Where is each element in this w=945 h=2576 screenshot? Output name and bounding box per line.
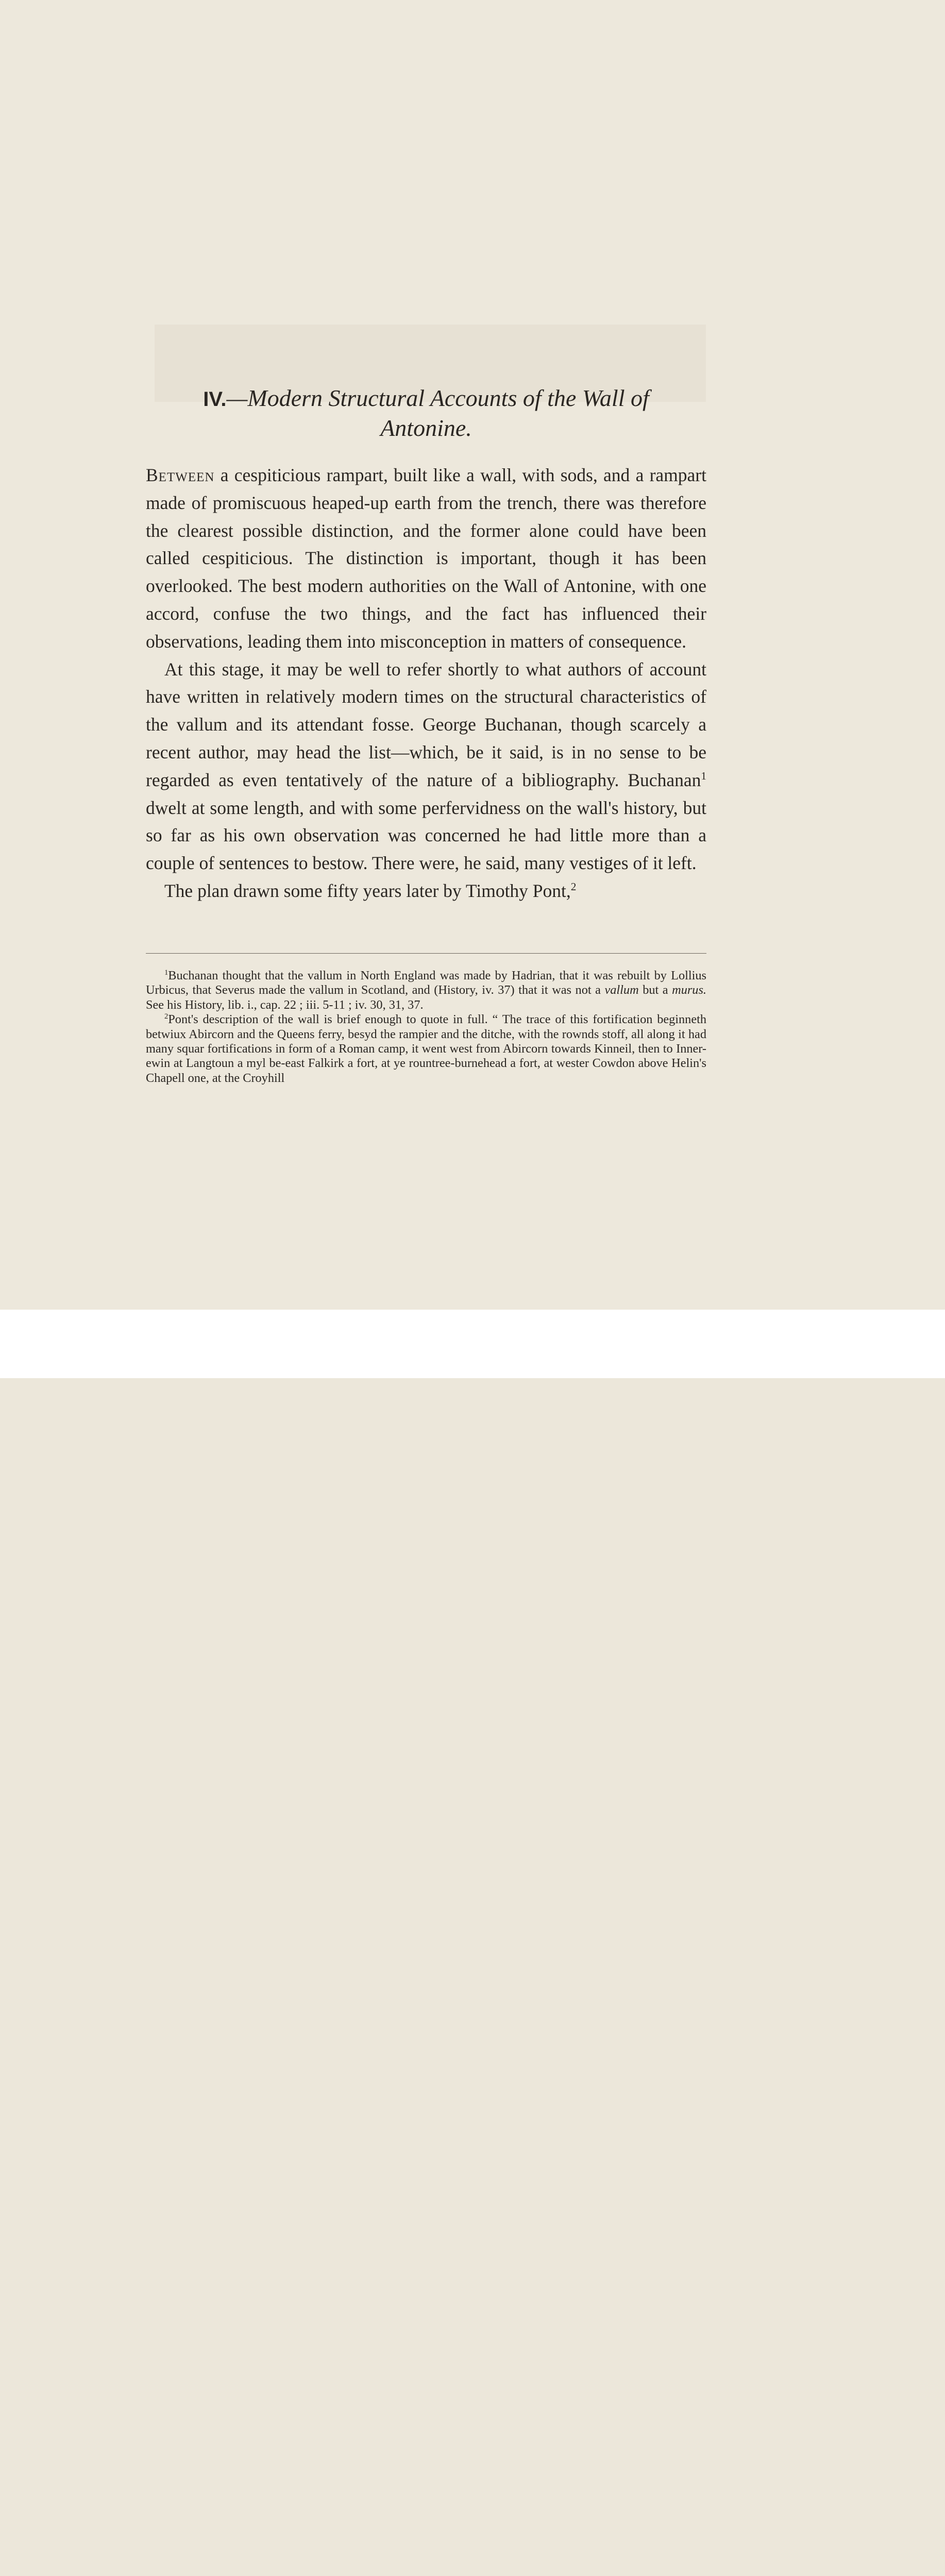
footnote-1-text-b: but a — [638, 983, 672, 997]
paragraph-1-text: a cespiticious rampart, built like a wall, with sods, and a rampart made of promiscuous heaped-up earth from the trench, there was therefore the clearest possible distinction, and the former alone could have been called cespiticious. The distinction is important, though it has been overlooked. The best modern authorities on the Wall of Antonine, with one accord, confuse the two things, and the fact has influenced their observations, leading them into misconception in matters of consequence. — [146, 465, 706, 652]
footnote-1-italic-murus: murus. — [672, 983, 706, 997]
paragraph-3-text: The plan drawn some fifty years later by Timothy Pont, — [164, 880, 571, 901]
paragraph-2-text-b: dwelt at some length, and with some perfervidness on the wall's history, but so far as his own observation was concerned he had little more than a couple of sentences to bestow. There were, he said, many vestiges of it left. — [146, 797, 706, 874]
footnote-2 — [146, 1012, 706, 1086]
chapter-title-line2: Antonine. — [380, 415, 472, 441]
chapter-heading — [145, 384, 707, 443]
footnote-1 — [146, 969, 706, 1012]
footnotes — [146, 969, 706, 1086]
drop-word: Between — [146, 465, 215, 485]
footnote-2-mark: 2 — [164, 1012, 168, 1021]
paragraph-3 — [146, 877, 706, 905]
paragraph-1 — [146, 462, 706, 656]
footnote-1-text-c: See his History, lib. i., cap. 22 ; iii. 5-11 ; iv. 30, 31, 37. — [146, 997, 424, 1012]
footnote-ref-2[interactable]: 2 — [570, 880, 577, 893]
paragraph-2-text-a: At this stage, it may be well to refer shortly to what authors of account have written in relatively modern times on the structural characteristics of the vallum and its attendant fosse. George Buchanan, though scarcely a recent author, may head the list—which, be it said, is in no sense to be regarded as even tentatively of the nature of a bibliography. Buchanan — [146, 658, 706, 790]
paragraph-2 — [146, 656, 706, 877]
footnote-rule — [146, 953, 706, 954]
footnote-ref-1[interactable]: 1 — [701, 769, 706, 782]
footnote-2-text: Pont's description of the wall is brief enough to quote in full. “ The trace of this fortification beginneth betwiux Abircorn and the Queens ferry, besyd the rampier and the ditche, with the rownds stoff, all along it had many squar fortifications in form of a Roman camp, it went west from Abircorn towards Kinneil, then to Inner-ewin at Langtoun a myl be-east Falkirk a fort, at ye rountree-burnehead a fort, at wester Cowdon above Helin's Chapell one, at the Croyhill — [146, 1012, 706, 1085]
footnote-1-italic-vallum: vallum — [604, 983, 639, 997]
chapter-numeral: IV. — [203, 388, 227, 411]
footnote-1-mark: 1 — [164, 968, 168, 977]
viewer-footer — [0, 1310, 945, 1378]
chapter-title-line1: —Modern Structural Accounts of the Wall of — [226, 385, 649, 411]
footnote-1-text-a: Buchanan thought that the vallum in North England was made by Hadrian, that it was rebuilt by Lollius Urbicus, that Severus made the vallum in Scotland, and (History, iv. 37) that it was not a — [146, 969, 706, 997]
body-text — [146, 462, 706, 905]
